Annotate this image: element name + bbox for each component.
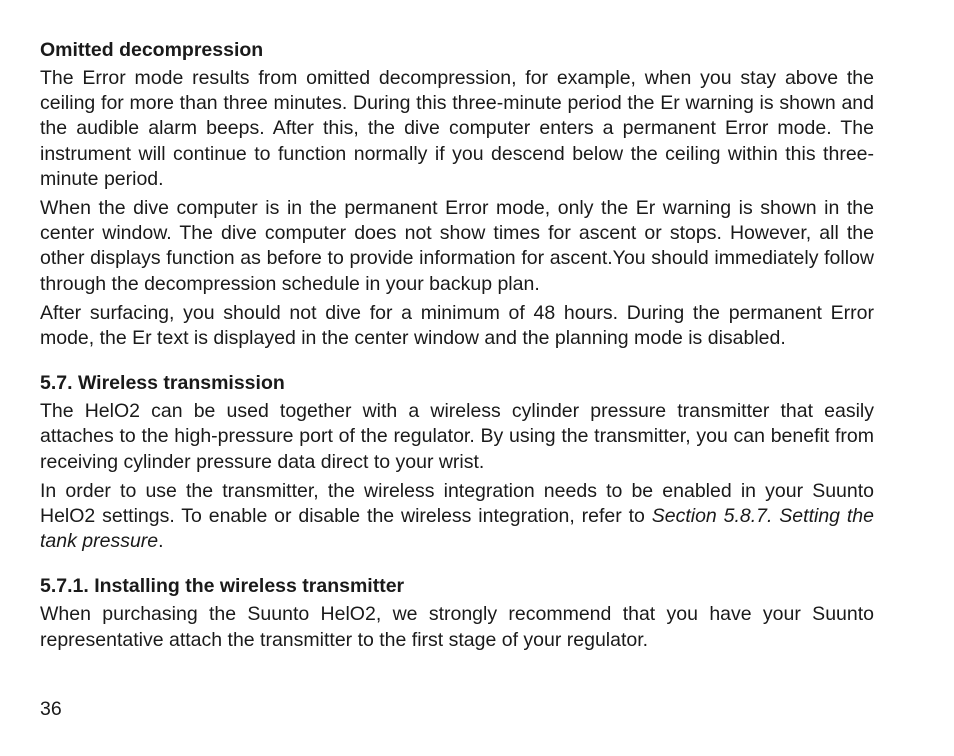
section-heading: Omitted decompression bbox=[40, 39, 264, 61]
section-omitted-decompression bbox=[40, 38, 874, 351]
paragraph: When purchasing the Suunto HelO2, we strongly recommend that you have your Suunto representative attach the transmitter to the first stage of your regulator. bbox=[40, 603, 874, 651]
paragraph: The HelO2 can be used together with a wireless cylinder pressure transmitter that easily attaches to the high-pressure port of the regulator. By using the transmitter, you can benefit from receiving cylinder pressure data direct to your wrist. bbox=[40, 400, 874, 473]
paragraph: The Error mode results from omitted decompression, for example, when you stay above the ceiling for more than three minutes. During this three-minute period the Er warning is shown and the audible alarm beeps. After this, the dive computer enters a permanent Error mode. The instrument will continue to function normally if you descend below the ceiling within this three-minute period. bbox=[40, 67, 874, 190]
section-heading: 5.7.1. Installing the wireless transmitter bbox=[40, 575, 405, 598]
section-installing-transmitter bbox=[40, 574, 874, 652]
cross-reference-link[interactable]: Section 5.8.7. Setting the tank pressure bbox=[40, 505, 874, 553]
paragraph: When the dive computer is in the permanent Error mode, only the Er warning is shown in the center window. The dive computer does not show times for ascent or stops. However, all the other displays function as before to provide information for ascent.You should immediately follow through the decompression schedule in your backup plan. bbox=[40, 197, 874, 295]
document-page bbox=[40, 38, 874, 657]
paragraph-text: In order to use the transmitter, the wireless integration needs to be enabled in your Suunto HelO2 settings. To enable or disable the wireless integration, refer to bbox=[40, 479, 874, 528]
paragraph: After surfacing, you should not dive for a minimum of 48 hours. During the permanent Error mode, the Er text is displayed in the center window and the planning mode is disabled. bbox=[40, 301, 874, 350]
paragraph-with-cross-reference bbox=[40, 479, 874, 555]
section-heading: 5.7. Wireless transmission bbox=[40, 372, 285, 395]
paragraph-text: . bbox=[158, 530, 164, 553]
section-wireless-transmission bbox=[40, 371, 874, 554]
page-number: 36 bbox=[40, 698, 62, 720]
